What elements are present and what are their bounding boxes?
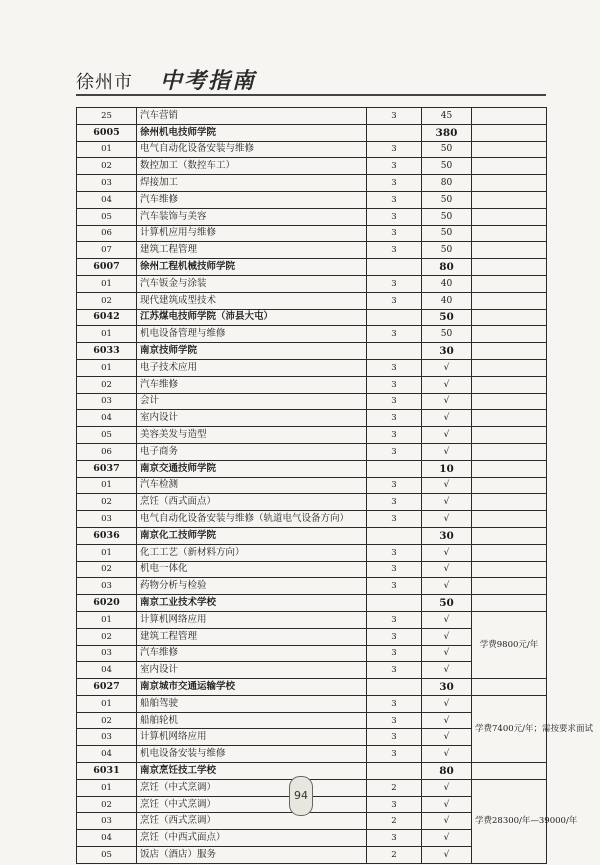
plan-cell: √	[422, 746, 472, 763]
plan-cell: √	[422, 376, 472, 393]
major-name-cell: 汽车检测	[137, 477, 367, 494]
years-cell: 3	[367, 208, 422, 225]
plan-cell: 50	[422, 242, 472, 259]
major-name-cell: 室内设计	[137, 410, 367, 427]
note-cell	[472, 242, 547, 259]
major-name-cell: 数控加工（数控车工）	[137, 158, 367, 175]
major-name-cell: 机电设备管理与维修	[137, 326, 367, 343]
years-cell: 3	[367, 108, 422, 125]
major-name-cell: 汽车装饰与美容	[137, 208, 367, 225]
major-name-cell: 烹饪（西式面点）	[137, 494, 367, 511]
years-cell	[367, 527, 422, 544]
page-number-tab	[289, 776, 313, 816]
plan-cell: √	[422, 410, 472, 427]
years-cell: 3	[367, 376, 422, 393]
major-row	[77, 410, 547, 427]
code-cell: 6020	[77, 595, 137, 612]
plan-cell: √	[422, 544, 472, 561]
code-cell: 01	[77, 359, 137, 376]
years-cell: 3	[367, 477, 422, 494]
plan-cell: √	[422, 443, 472, 460]
major-name-cell: 室内设计	[137, 662, 367, 679]
years-cell	[367, 763, 422, 780]
years-cell: 3	[367, 175, 422, 192]
note-cell	[472, 275, 547, 292]
note-cell: 学费28300/年—39000/年	[472, 779, 547, 863]
code-cell: 01	[77, 326, 137, 343]
note-cell	[472, 208, 547, 225]
major-row	[77, 511, 547, 528]
major-row	[77, 477, 547, 494]
school-name-cell: 南京工业技术学校	[137, 595, 367, 612]
major-name-cell: 饭店（酒店）服务	[137, 847, 367, 864]
code-cell: 07	[77, 242, 137, 259]
code-cell: 03	[77, 393, 137, 410]
plan-cell: 50	[422, 208, 472, 225]
plan-cell: √	[422, 477, 472, 494]
years-cell: 3	[367, 410, 422, 427]
major-row	[77, 443, 547, 460]
major-name-cell: 美容美发与造型	[137, 427, 367, 444]
page-header	[76, 66, 546, 96]
code-cell: 01	[77, 275, 137, 292]
note-cell	[472, 309, 547, 326]
plan-cell: √	[422, 712, 472, 729]
years-cell: 3	[367, 628, 422, 645]
major-name-cell: 机电设备安装与维修	[137, 746, 367, 763]
plan-cell: 30	[422, 343, 472, 360]
major-row	[77, 242, 547, 259]
plan-cell: √	[422, 796, 472, 813]
note-cell	[472, 477, 547, 494]
school-name-cell: 南京化工技师学院	[137, 527, 367, 544]
plan-cell: √	[422, 511, 472, 528]
plan-cell: 380	[422, 124, 472, 141]
major-row	[77, 292, 547, 309]
major-row	[77, 275, 547, 292]
major-name-cell: 电子技术应用	[137, 359, 367, 376]
school-row	[77, 460, 547, 477]
major-row	[77, 158, 547, 175]
major-name-cell: 汽车维修	[137, 191, 367, 208]
major-row	[77, 141, 547, 158]
plan-cell: √	[422, 695, 472, 712]
major-name-cell: 焊接加工	[137, 175, 367, 192]
school-row	[77, 309, 547, 326]
years-cell: 3	[367, 511, 422, 528]
years-cell: 3	[367, 645, 422, 662]
code-cell: 02	[77, 712, 137, 729]
years-cell	[367, 343, 422, 360]
code-cell: 04	[77, 662, 137, 679]
years-cell: 2	[367, 847, 422, 864]
major-row	[77, 359, 547, 376]
code-cell: 6042	[77, 309, 137, 326]
major-row	[77, 376, 547, 393]
code-cell: 6031	[77, 763, 137, 780]
major-name-cell: 建筑工程管理	[137, 242, 367, 259]
major-row	[77, 175, 547, 192]
years-cell: 2	[367, 779, 422, 796]
code-cell: 06	[77, 443, 137, 460]
major-row	[77, 225, 547, 242]
plan-cell: 50	[422, 595, 472, 612]
years-cell: 3	[367, 695, 422, 712]
years-cell: 3	[367, 544, 422, 561]
major-name-cell: 烹饪（中西式面点）	[137, 830, 367, 847]
note-cell	[472, 259, 547, 276]
note-cell	[472, 427, 547, 444]
major-row	[77, 561, 547, 578]
school-name-cell: 徐州工程机械技师学院	[137, 259, 367, 276]
years-cell: 3	[367, 729, 422, 746]
years-cell: 3	[367, 326, 422, 343]
plan-cell: 45	[422, 108, 472, 125]
header-rule	[76, 94, 546, 96]
code-cell: 03	[77, 813, 137, 830]
note-cell	[472, 679, 547, 696]
plan-cell: 80	[422, 259, 472, 276]
years-cell: 3	[367, 359, 422, 376]
school-row	[77, 124, 547, 141]
years-cell: 3	[367, 796, 422, 813]
note-cell	[472, 460, 547, 477]
major-name-cell: 烹饪（中式烹调）	[137, 779, 367, 796]
major-row	[77, 191, 547, 208]
major-row	[77, 494, 547, 511]
years-cell: 3	[367, 830, 422, 847]
code-cell: 02	[77, 494, 137, 511]
note-cell	[472, 175, 547, 192]
major-name-cell: 药物分析与检验	[137, 578, 367, 595]
note-cell	[472, 595, 547, 612]
years-cell: 3	[367, 242, 422, 259]
plan-cell: √	[422, 645, 472, 662]
note-cell	[472, 393, 547, 410]
years-cell: 3	[367, 292, 422, 309]
major-row	[77, 393, 547, 410]
code-cell: 05	[77, 847, 137, 864]
plan-cell: √	[422, 494, 472, 511]
plan-cell: √	[422, 628, 472, 645]
note-cell	[472, 578, 547, 595]
header-brand-calligraphy: 中考指南	[160, 68, 257, 94]
note-cell	[472, 763, 547, 780]
years-cell: 3	[367, 611, 422, 628]
years-cell: 3	[367, 275, 422, 292]
code-cell: 04	[77, 746, 137, 763]
school-row	[77, 595, 547, 612]
school-row	[77, 763, 547, 780]
plan-cell: 80	[422, 175, 472, 192]
major-name-cell: 汽车维修	[137, 376, 367, 393]
years-cell: 3	[367, 746, 422, 763]
years-cell: 3	[367, 427, 422, 444]
note-cell	[472, 158, 547, 175]
note-cell	[472, 511, 547, 528]
code-cell: 05	[77, 208, 137, 225]
years-cell	[367, 309, 422, 326]
years-cell: 2	[367, 813, 422, 830]
major-name-cell: 机电一体化	[137, 561, 367, 578]
plan-cell: 50	[422, 326, 472, 343]
code-cell: 02	[77, 376, 137, 393]
major-name-cell: 电子商务	[137, 443, 367, 460]
note-cell	[472, 359, 547, 376]
code-cell: 01	[77, 695, 137, 712]
major-row	[77, 326, 547, 343]
plan-cell: 10	[422, 460, 472, 477]
years-cell: 3	[367, 578, 422, 595]
note-cell	[472, 527, 547, 544]
plan-cell: √	[422, 611, 472, 628]
years-cell	[367, 259, 422, 276]
note-cell	[472, 124, 547, 141]
page-number: 94	[294, 789, 308, 802]
code-cell: 02	[77, 292, 137, 309]
major-name-cell: 烹饪（西式烹调）	[137, 813, 367, 830]
school-name-cell: 徐州机电技师学院	[137, 124, 367, 141]
code-cell: 06	[77, 225, 137, 242]
code-cell: 6036	[77, 527, 137, 544]
code-cell: 25	[77, 108, 137, 125]
note-cell	[472, 376, 547, 393]
code-cell: 04	[77, 191, 137, 208]
school-name-cell: 江苏煤电技师学院（沛县大屯）	[137, 309, 367, 326]
major-name-cell: 计算机网络应用	[137, 611, 367, 628]
years-cell	[367, 124, 422, 141]
code-cell: 01	[77, 477, 137, 494]
plan-cell: √	[422, 561, 472, 578]
code-cell: 02	[77, 628, 137, 645]
school-row	[77, 343, 547, 360]
school-name-cell: 南京烹饪技工学校	[137, 763, 367, 780]
years-cell: 3	[367, 662, 422, 679]
plan-cell: √	[422, 813, 472, 830]
code-cell: 6005	[77, 124, 137, 141]
major-name-cell: 化工工艺（新材料方向）	[137, 544, 367, 561]
note-cell	[472, 494, 547, 511]
note-cell	[472, 410, 547, 427]
code-cell: 6033	[77, 343, 137, 360]
code-cell: 02	[77, 561, 137, 578]
plan-cell: √	[422, 729, 472, 746]
plan-cell: √	[422, 830, 472, 847]
note-cell	[472, 544, 547, 561]
major-name-cell: 汽车钣金与涂装	[137, 275, 367, 292]
major-row	[77, 544, 547, 561]
plan-cell: 30	[422, 679, 472, 696]
note-cell: 学费7400元/年；需按要求面试	[472, 695, 547, 762]
major-row	[77, 427, 547, 444]
major-name-cell: 计算机网络应用	[137, 729, 367, 746]
school-row	[77, 259, 547, 276]
school-name-cell: 南京交通技师学院	[137, 460, 367, 477]
note-cell	[472, 292, 547, 309]
note-cell	[472, 141, 547, 158]
code-cell: 04	[77, 410, 137, 427]
code-cell: 01	[77, 141, 137, 158]
school-name-cell: 南京技师学院	[137, 343, 367, 360]
note-cell	[472, 191, 547, 208]
plan-cell: 30	[422, 527, 472, 544]
years-cell	[367, 460, 422, 477]
plan-cell: √	[422, 427, 472, 444]
plan-cell: √	[422, 779, 472, 796]
note-cell	[472, 443, 547, 460]
note-cell	[472, 225, 547, 242]
code-cell: 03	[77, 645, 137, 662]
code-cell: 6027	[77, 679, 137, 696]
code-cell: 03	[77, 729, 137, 746]
code-cell: 02	[77, 796, 137, 813]
major-name-cell: 船舶驾驶	[137, 695, 367, 712]
years-cell	[367, 679, 422, 696]
enrollment-table-body	[77, 108, 593, 864]
note-cell	[472, 326, 547, 343]
plan-cell: √	[422, 847, 472, 864]
plan-cell: 40	[422, 275, 472, 292]
major-name-cell: 汽车营销	[137, 108, 367, 125]
years-cell: 3	[367, 141, 422, 158]
years-cell: 3	[367, 158, 422, 175]
major-name-cell: 汽车维修	[137, 645, 367, 662]
enrollment-table	[76, 107, 593, 864]
header-city: 徐州市	[76, 72, 133, 93]
plan-cell: 50	[422, 158, 472, 175]
major-name-cell: 计算机应用与维修	[137, 225, 367, 242]
plan-cell: 40	[422, 292, 472, 309]
note-cell	[472, 108, 547, 125]
code-cell: 05	[77, 427, 137, 444]
plan-cell: 80	[422, 763, 472, 780]
plan-cell: √	[422, 359, 472, 376]
plan-cell: 50	[422, 225, 472, 242]
major-name-cell: 现代建筑成型技术	[137, 292, 367, 309]
major-row	[77, 208, 547, 225]
school-row	[77, 527, 547, 544]
code-cell: 03	[77, 175, 137, 192]
code-cell: 01	[77, 544, 137, 561]
code-cell: 01	[77, 611, 137, 628]
school-name-cell: 南京城市交通运输学校	[137, 679, 367, 696]
code-cell: 02	[77, 158, 137, 175]
note-cell	[472, 343, 547, 360]
major-name-cell: 电气自动化设备安装与维修（轨道电气设备方向）	[137, 511, 367, 528]
years-cell: 3	[367, 191, 422, 208]
years-cell: 3	[367, 494, 422, 511]
plan-cell: 50	[422, 141, 472, 158]
major-name-cell: 船舶轮机	[137, 712, 367, 729]
plan-cell: √	[422, 393, 472, 410]
major-row	[77, 108, 547, 125]
years-cell: 3	[367, 712, 422, 729]
note-cell: 学费9800元/年	[472, 611, 547, 678]
plan-cell: √	[422, 662, 472, 679]
years-cell: 3	[367, 225, 422, 242]
code-cell: 03	[77, 578, 137, 595]
plan-cell: √	[422, 578, 472, 595]
school-row	[77, 679, 547, 696]
major-name-cell: 会计	[137, 393, 367, 410]
code-cell: 03	[77, 511, 137, 528]
code-cell: 6037	[77, 460, 137, 477]
major-name-cell: 烹饪（中式烹调）	[137, 796, 367, 813]
plan-cell: 50	[422, 309, 472, 326]
major-row	[77, 578, 547, 595]
code-cell: 01	[77, 779, 137, 796]
years-cell: 3	[367, 443, 422, 460]
plan-cell: 50	[422, 191, 472, 208]
code-cell: 6007	[77, 259, 137, 276]
major-row	[77, 695, 547, 712]
note-cell	[472, 561, 547, 578]
major-row	[77, 611, 547, 628]
years-cell: 3	[367, 561, 422, 578]
years-cell: 3	[367, 393, 422, 410]
code-cell: 04	[77, 830, 137, 847]
major-name-cell: 电气自动化设备安装与维修	[137, 141, 367, 158]
years-cell	[367, 595, 422, 612]
major-name-cell: 建筑工程管理	[137, 628, 367, 645]
